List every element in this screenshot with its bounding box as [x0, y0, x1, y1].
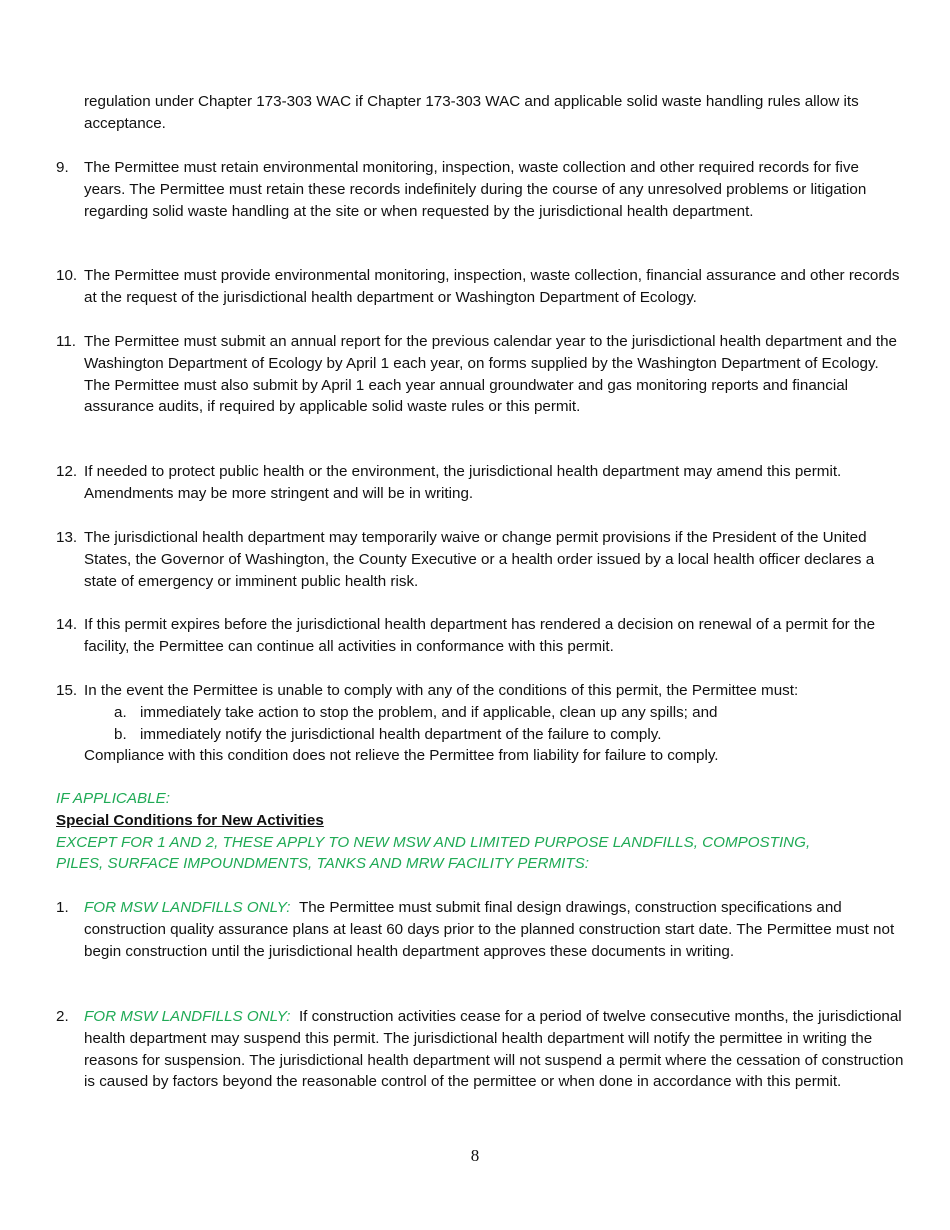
- item-text: The Permittee must provide environmental monitoring, inspection, waste collection, financial assurance and other records at the request of the jurisdictional health department or Washington Department of Ecology.: [84, 267, 900, 306]
- item-text: The Permittee must submit final design drawings, construction specifications and construction quality assurance plans at least 60 days prior to the planned construction start date. The Permittee must not begin construction until the jurisdictional health department approves these documents in writing.: [84, 899, 895, 960]
- condition-item-14: [56, 614, 906, 658]
- continuation-paragraph: regulation under Chapter 173-303 WAC if Chapter 173-303 WAC and applicable solid waste handling rules allow its acceptance.: [84, 93, 859, 132]
- sub-item-letter: b.: [114, 725, 127, 743]
- special-condition-item-1: [56, 897, 906, 962]
- item-number: 2.: [56, 1008, 69, 1025]
- item-number: 11.: [56, 333, 76, 350]
- item-number: 10.: [56, 267, 78, 284]
- section-heading: Special Conditions for New Activities: [56, 811, 324, 829]
- item-text-container: [84, 897, 904, 962]
- sub-item-text: immediately take action to stop the problem, and if applicable, clean up any spills; and: [140, 703, 718, 721]
- section-scope-note: EXCEPT FOR 1 AND 2, THESE APPLY TO NEW MSW AND LIMITED PURPOSE LANDFILLS, COMPOSTING, PILES, SURFACE IMPOUNDMENTS, TANKS AND MRW FACILITY PERMITS:: [56, 833, 811, 873]
- item-text: In the event the Permittee is unable to comply with any of the conditions of this permit, the Permittee must:: [84, 682, 799, 699]
- sub-item-a: [114, 702, 904, 724]
- sub-item-text: immediately notify the jurisdictional health department of the failure to comply.: [140, 725, 662, 743]
- item-number: 15.: [56, 682, 78, 699]
- condition-item-15: [56, 680, 906, 767]
- special-conditions-section: [56, 788, 906, 875]
- sub-item-letter: a.: [114, 703, 127, 721]
- item-text: If construction activities cease for a period of twelve consecutive months, the jurisdictional health department may suspend this permit. The jurisdictional health department will notify the permittee in writing the reasons for suspension. The jurisdictional health department will not suspend a permit where the cessation of construction is caused by factors beyond the reasonable control of the permittee or when done in accordance with this permit.: [84, 1008, 904, 1091]
- item-text: If this permit expires before the jurisdictional health department has rendered a decision on renewal of a permit for the facility, the Permittee can continue all activities in conformance with this permit.: [84, 616, 876, 655]
- sub-item-b: [114, 724, 904, 746]
- item-text: If needed to protect public health or the environment, the jurisdictional health department may amend this permit. Amendments may be more stringent and will be in writing.: [84, 463, 842, 502]
- page-number: 8: [470, 1146, 480, 1165]
- item-number: 1.: [56, 899, 69, 916]
- item-number: 13.: [56, 529, 78, 546]
- item-number: 14.: [56, 616, 78, 633]
- if-applicable-note: IF APPLICABLE:: [56, 790, 170, 807]
- item-text: The Permittee must submit an annual report for the previous calendar year to the jurisdictional health department and the Washington Department of Ecology by April 1 each year, on forms supplied by the Washington Department of Ecology. The Permittee must also submit by April 1 each year annual groundwater and gas monitoring reports and financial assurance audits, if required by applicable solid waste rules or this permit.: [84, 333, 897, 416]
- condition-item-11: [56, 331, 906, 418]
- special-condition-item-2: [56, 1006, 906, 1093]
- item-tag: FOR MSW LANDFILLS ONLY:: [84, 1008, 291, 1025]
- item-text-container: [84, 1006, 904, 1093]
- condition-item-9: [56, 157, 906, 222]
- sub-list: [84, 702, 904, 746]
- item-text: The Permittee must retain environmental monitoring, inspection, waste collection and other required records for five years. The Permittee must retain these records indefinitely during the course of any unresolved problems or litigation regarding solid waste handling at the site or when requested by the jurisdictional health department.: [84, 159, 867, 220]
- condition-item-10: [56, 265, 906, 309]
- condition-item-13: [56, 527, 906, 592]
- item-tag: FOR MSW LANDFILLS ONLY:: [84, 899, 291, 916]
- condition-item-12: [56, 461, 906, 505]
- item-number: 9.: [56, 159, 69, 176]
- item-closing-text: Compliance with this condition does not relieve the Permittee from liability for failure to comply.: [84, 747, 719, 765]
- item-number: 12.: [56, 463, 78, 480]
- item-text: The jurisdictional health department may temporarily waive or change permit provisions if the President of the United States, the Governor of Washington, the County Executive or a health order issued by a local health officer declares a state of emergency or imminent public health risk.: [84, 529, 875, 590]
